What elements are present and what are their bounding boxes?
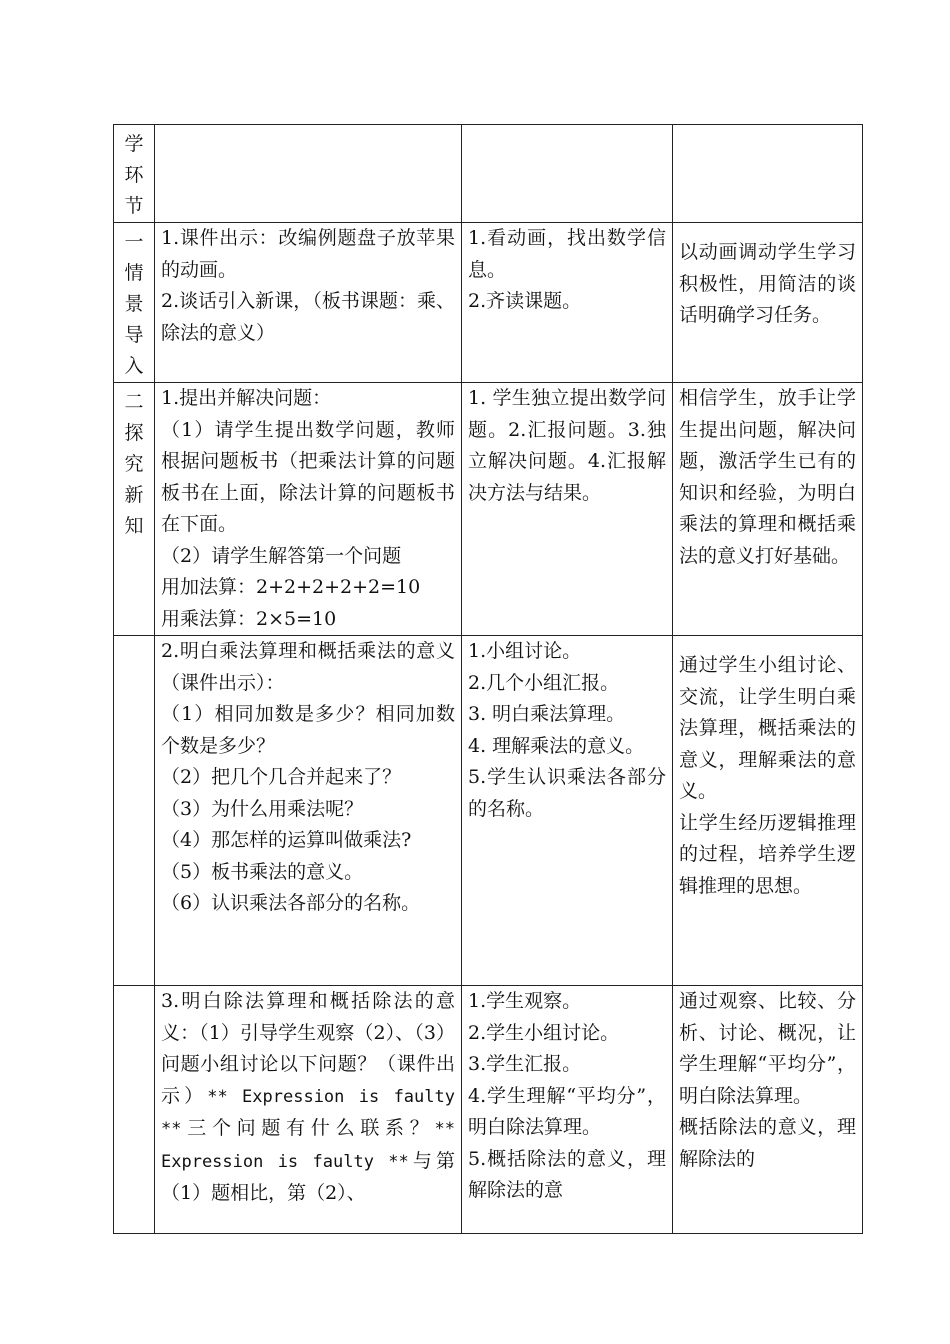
- student-activity-cell: [462, 125, 673, 223]
- teacher-activity-text: （1）请学生提出数学问题，教师根据问题板书（把乘法计算的问题板书在上面，除法计算的问题板书在下面。: [161, 418, 455, 535]
- design-intent-text: 让学生经历逻辑推理的过程，培养学生逻辑推理的思想。: [679, 811, 856, 897]
- lesson-plan-table: [113, 124, 863, 1234]
- student-activity-cell: [462, 636, 673, 986]
- student-activity-cell: [462, 383, 673, 636]
- design-intent-text: 相信学生，放手让学生提出问题，解决问题，激活学生已有的知识和经验，为明白乘法的算理和概括乘法的意义打好基础。: [679, 387, 856, 567]
- table-row: [114, 636, 863, 986]
- student-activity-text: 3.学生汇报。: [468, 1053, 582, 1075]
- stage-cell: [114, 223, 155, 383]
- stage-label: 一 情 景 导 入: [124, 231, 144, 377]
- stage-cell: [114, 636, 155, 986]
- table-row: [114, 223, 863, 383]
- teacher-activity-text: （5）板书乘法的意义。: [161, 860, 364, 883]
- design-intent-cell: [673, 636, 863, 986]
- teacher-activity-text: （1）相同加数是多少？相同加数个数是多少？: [161, 703, 455, 757]
- teacher-activity-text: （2）请学生解答第一个问题: [161, 544, 402, 567]
- stage-cell: [114, 383, 155, 636]
- teacher-activity-cell: [155, 636, 462, 986]
- teacher-activity-text: （2）把几个几合并起来了？: [161, 766, 402, 788]
- teacher-activity-text: 1.提出并解决问题：: [161, 387, 332, 409]
- design-intent-cell: [673, 383, 863, 636]
- stage-cell: [114, 986, 155, 1234]
- table-row: [114, 986, 863, 1234]
- student-activity-text: 1. 学生独立提出数学问题。2.汇报问题。3.独立解决问题。4.汇报解决方法与结果。: [468, 387, 666, 504]
- student-activity-cell: [462, 986, 673, 1234]
- stage-label: 学 环 节: [124, 133, 144, 217]
- teacher-activity-text: 1.课件出示：改编例题盘子放苹果的动画。: [161, 227, 455, 281]
- student-activity-text: 1.学生观察。: [468, 990, 582, 1012]
- student-activity-text: 2.齐读课题。: [468, 290, 582, 312]
- teacher-activity-text: 2.明白乘法算理和概括乘法的意义（课件出示）：: [161, 640, 455, 694]
- teacher-activity-cell: [155, 125, 462, 223]
- teacher-activity-text: （4）那怎样的运算叫做乘法?: [161, 829, 412, 851]
- design-intent-text: 概括除法的意义，理解除法的: [679, 1116, 856, 1170]
- student-activity-text: 1.看动画，找出数学信息。: [468, 227, 666, 281]
- teacher-activity-text: （3）为什么用乘法呢？: [161, 797, 364, 820]
- student-activity-text: 2.几个小组汇报。: [468, 671, 620, 694]
- design-intent-cell: [673, 125, 863, 223]
- design-intent-cell: [673, 223, 863, 383]
- teacher-activity-cell: [155, 223, 462, 383]
- teacher-activity-text: 2.谈话引入新课，（板书课题：乘、除法的意义）: [161, 290, 455, 344]
- faulty-expression-note: ** Expression is faulty **: [161, 1086, 455, 1139]
- student-activity-text: 1.小组讨论。: [468, 640, 582, 662]
- teacher-activity-cell: [155, 986, 462, 1234]
- student-activity-text: 4. 理解乘法的意义。: [468, 734, 645, 757]
- student-activity-text: 5.学生认识乘法各部分的名称。: [468, 766, 666, 820]
- design-intent-text: 通过观察、比较、分析、讨论、概况，让学生理解“平均分”，明白除法算理。: [679, 990, 856, 1107]
- design-intent-text: 通过学生小组讨论、交流，让学生明白乘法算理，概括乘法的意义，理解乘法的意义。: [679, 654, 856, 802]
- table-row: [114, 125, 863, 223]
- teacher-activity-text: 3.明白除法算理和概括除法的意义：（1）引导学生观察（2）、（3）问题小组讨论以下问题？（课件出示）** Expression is faulty **三个问题有什么联系？** Expression is faulty **与第（1）题相比，第（2）、: [161, 990, 455, 1204]
- teacher-activity-text: （6）认识乘法各部分的名称。: [161, 892, 421, 914]
- faulty-expression-note: ** Expression is faulty **: [161, 1119, 455, 1172]
- stage-cell: [114, 125, 155, 223]
- student-activity-cell: [462, 223, 673, 383]
- teacher-activity-text: 用乘法算：2×5=10: [161, 607, 337, 630]
- student-activity-text: 3. 明白乘法算理。: [468, 703, 626, 725]
- design-intent-text: 以动画调动学生学习积极性，用简洁的谈话明确学习任务。: [679, 241, 856, 326]
- design-intent-cell: [673, 986, 863, 1234]
- student-activity-text: 4.学生理解“平均分”，明白除法算理。: [468, 1084, 666, 1138]
- stage-label: 二 探 究 新 知: [124, 391, 144, 537]
- teacher-activity-cell: [155, 383, 462, 636]
- student-activity-text: 2.学生小组讨论。: [468, 1021, 620, 1044]
- student-activity-text: 5.概括除法的意义，理解除法的意: [468, 1147, 666, 1201]
- teacher-activity-text: 用加法算：2+2+2+2+2=10: [161, 576, 421, 598]
- table-row: [114, 383, 863, 636]
